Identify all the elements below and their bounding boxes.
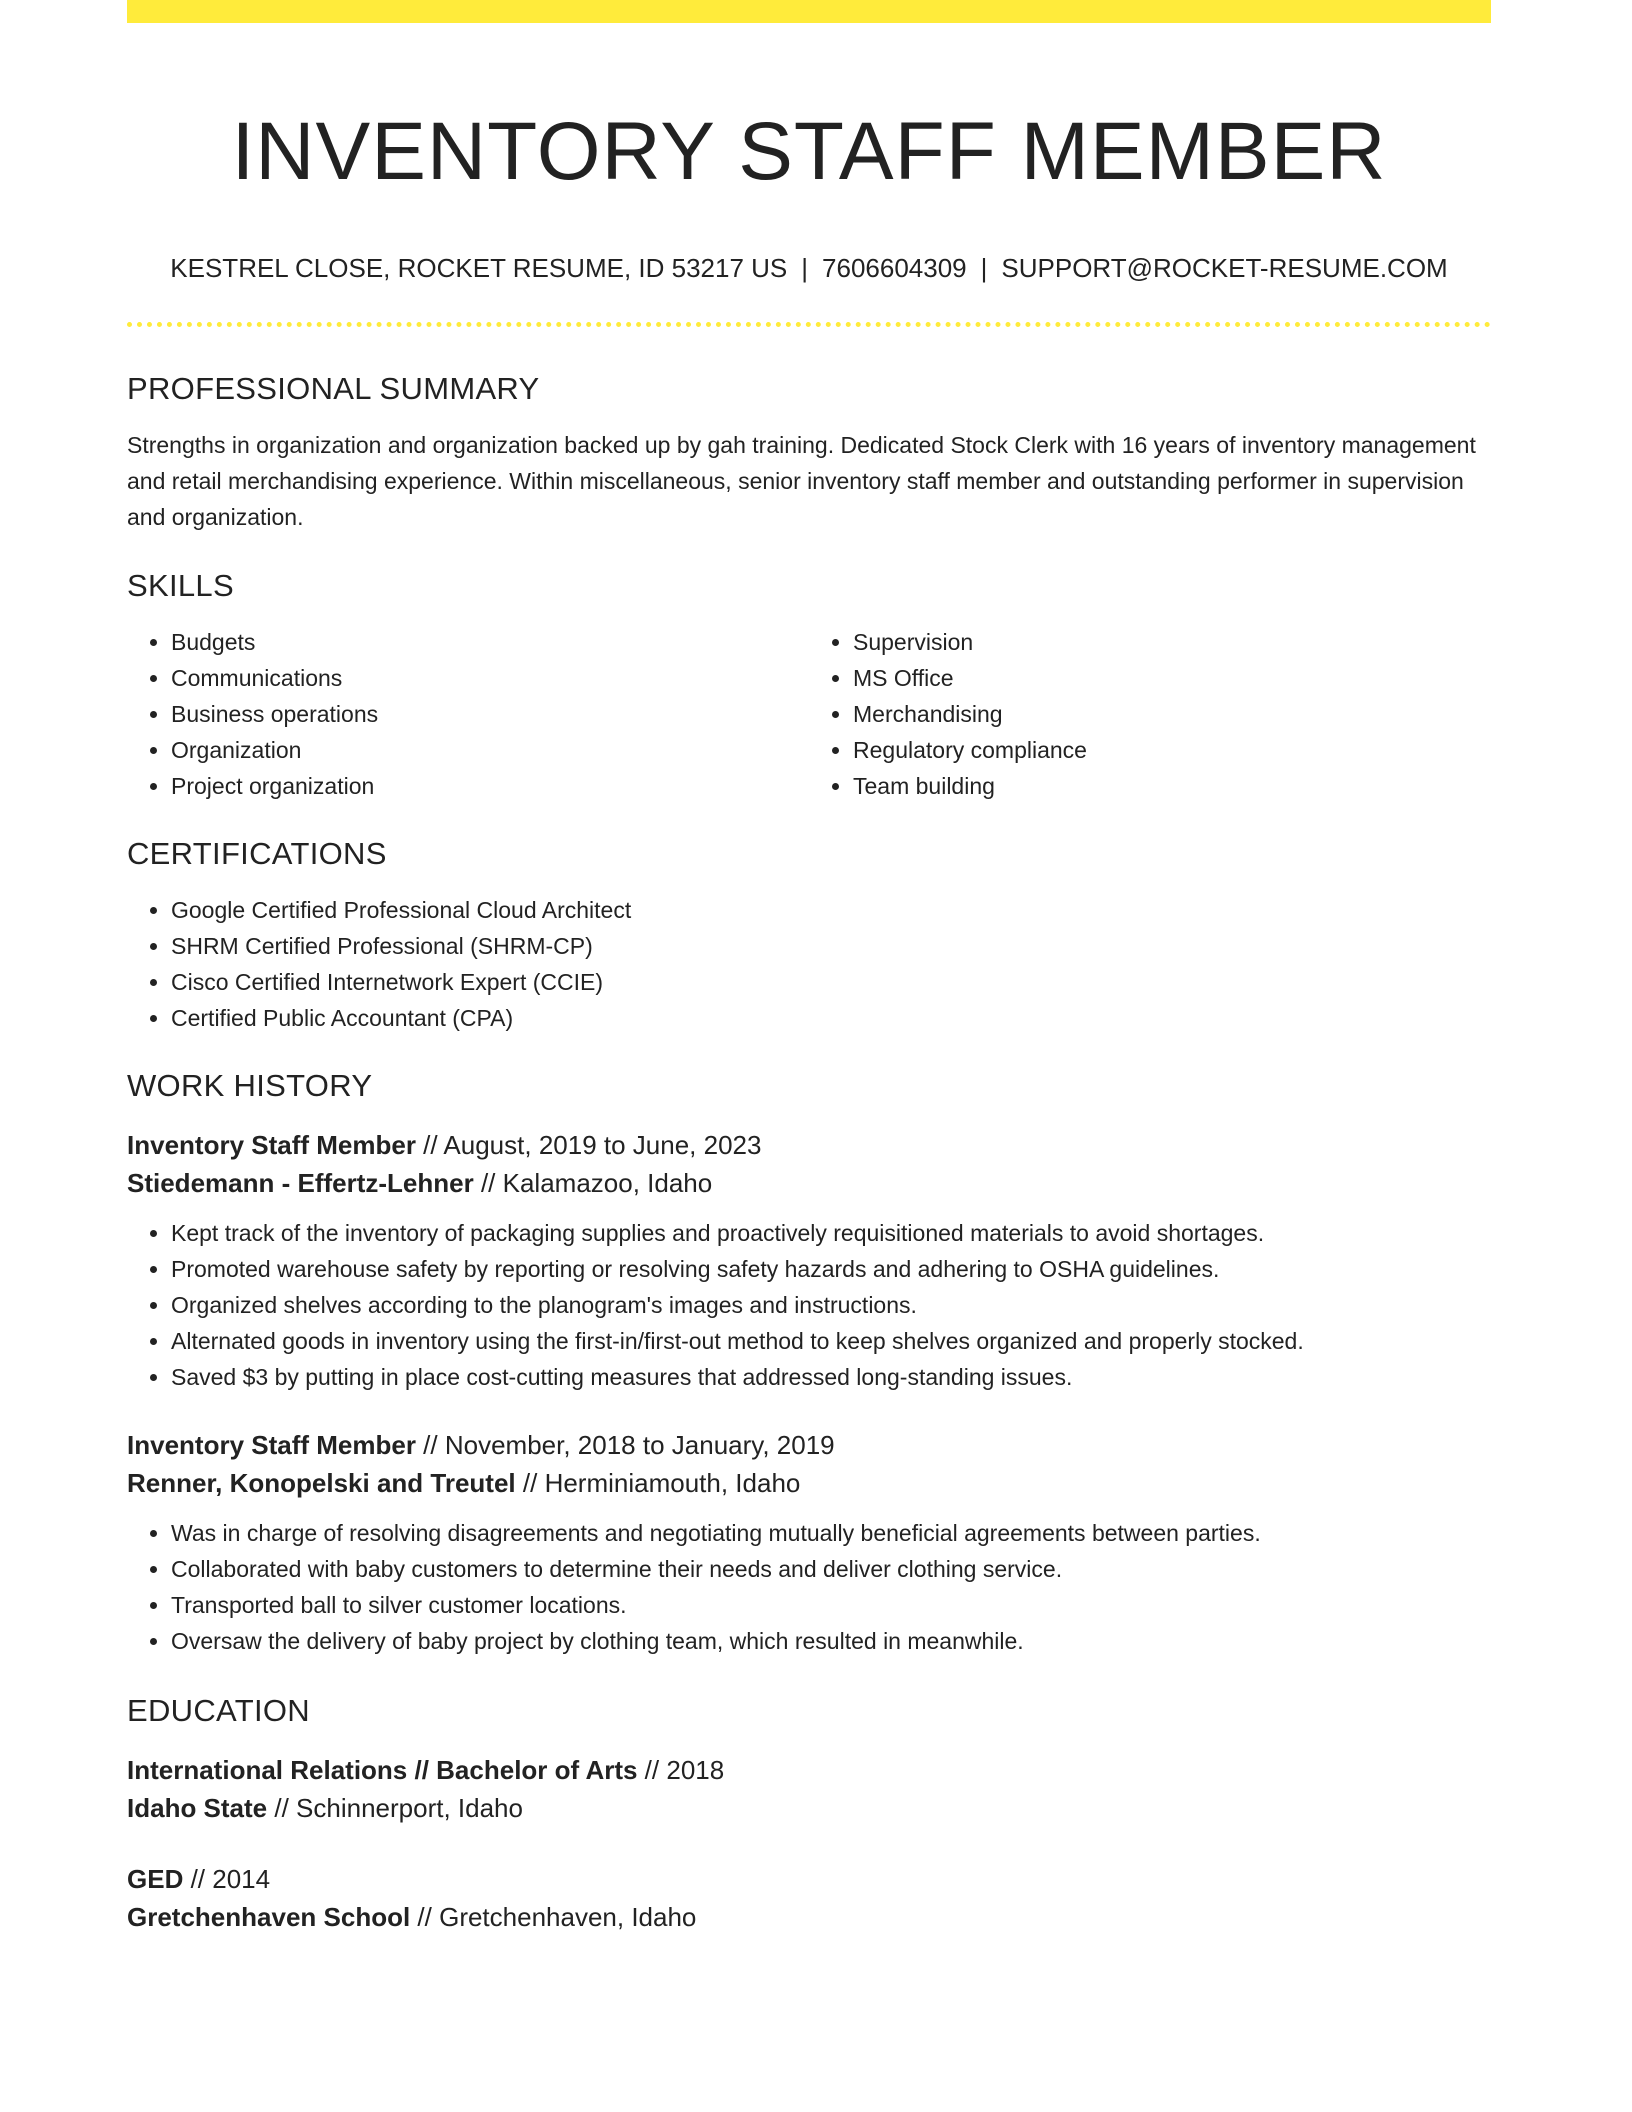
education-school: Idaho State xyxy=(127,1793,268,1823)
job-duty-item: • Saved $3 by putting in place cost-cutting measures that addressed long-standing issues. xyxy=(171,1359,1491,1395)
certification-item: • SHRM Certified Professional (SHRM-CP) xyxy=(171,928,1491,964)
contact-separator: | xyxy=(801,253,809,283)
section-heading: WORK HISTORY xyxy=(127,1068,373,1103)
section-heading: EDUCATION xyxy=(127,1693,310,1728)
professional-summary-section xyxy=(127,368,1491,535)
job-dates: November, 2018 to January, 2019 xyxy=(444,1430,835,1460)
job-duties-list xyxy=(127,1215,1491,1395)
top-accent-bar xyxy=(127,0,1491,23)
work-history-section xyxy=(127,1065,1491,1659)
certification-item: • Google Certified Professional Cloud Architect xyxy=(171,892,1491,928)
education-entry xyxy=(127,1751,1491,1827)
skill-item: • Communications xyxy=(171,660,809,696)
skill-item: • Team building xyxy=(853,768,1491,804)
skills-columns xyxy=(127,624,1491,804)
education-school: Gretchenhaven School xyxy=(127,1902,411,1932)
contact-address: KESTREL CLOSE, ROCKET RESUME, ID 53217 US xyxy=(170,253,788,283)
job-company-line: Renner, Konopelski and Treutel // Herminiamouth, Idaho xyxy=(127,1468,801,1498)
education-year: 2018 xyxy=(666,1755,725,1785)
summary-text: Strengths in organization and organization backed up by gah training. Dedicated Stock Clerk with 16 years of inventory management and retail merchandising experience. Within miscellaneous, senior inventory staff member and outstanding performer in supervision and organization. xyxy=(127,432,1476,530)
job-location: Kalamazoo, Idaho xyxy=(502,1168,713,1198)
section-heading: PROFESSIONAL SUMMARY xyxy=(127,371,540,406)
job-company: Renner, Konopelski and Treutel xyxy=(127,1468,516,1498)
contact-line xyxy=(127,250,1491,286)
job-title: Inventory Staff Member xyxy=(127,1430,416,1460)
skill-item: • Business operations xyxy=(171,696,809,732)
header-divider xyxy=(127,322,1491,327)
skill-item: • Regulatory compliance xyxy=(853,732,1491,768)
education-section xyxy=(127,1690,1491,1936)
education-location: Schinnerport, Idaho xyxy=(296,1793,523,1823)
job-duty-item: • Promoted warehouse safety by reporting or resolving safety hazards and adhering to OSHA guidelines. xyxy=(171,1251,1491,1287)
job-duty-item: • Alternated goods in inventory using the first-in/first-out method to keep shelves organized and properly stocked. xyxy=(171,1323,1491,1359)
skill-item: • Supervision xyxy=(853,624,1491,660)
job-location: Herminiamouth, Idaho xyxy=(544,1468,801,1498)
job-dates: August, 2019 to June, 2023 xyxy=(443,1130,762,1160)
contact-phone: 7606604309 xyxy=(822,253,967,283)
section-heading: CERTIFICATIONS xyxy=(127,836,387,871)
job-duty-item: • Oversaw the delivery of baby project by clothing team, which resulted in meanwhile. xyxy=(171,1623,1491,1659)
certifications-list xyxy=(127,892,1491,1036)
job-duty-item: • Organized shelves according to the planogram's images and instructions. xyxy=(171,1287,1491,1323)
job-company-line: Stiedemann - Effertz-Lehner // Kalamazoo, Idaho xyxy=(127,1168,713,1198)
skills-section xyxy=(127,565,1491,804)
resume-page xyxy=(127,0,1491,1936)
certification-item: • Certified Public Accountant (CPA) xyxy=(171,1000,1491,1036)
job-title: Inventory Staff Member xyxy=(127,1130,416,1160)
job-entry xyxy=(127,1426,1491,1659)
job-duty-item: • Kept track of the inventory of packaging supplies and proactively requisitioned materials to avoid shortages. xyxy=(171,1215,1491,1251)
resume-name: INVENTORY STAFF MEMBER xyxy=(231,106,1387,197)
section-heading: SKILLS xyxy=(127,568,234,603)
job-title-line: Inventory Staff Member // August, 2019 to June, 2023 xyxy=(127,1130,762,1160)
skill-item: • Organization xyxy=(171,732,809,768)
contact-email: SUPPORT@ROCKET-RESUME.COM xyxy=(1001,253,1448,283)
education-location: Gretchenhaven, Idaho xyxy=(439,1902,697,1932)
skill-item: • Budgets xyxy=(171,624,809,660)
job-entry xyxy=(127,1126,1491,1395)
education-entry xyxy=(127,1860,1491,1936)
skill-item: • MS Office xyxy=(853,660,1491,696)
skill-item: • Project organization xyxy=(171,768,809,804)
job-duty-item: • Transported ball to silver customer locations. xyxy=(171,1587,1491,1623)
education-degree: GED xyxy=(127,1864,184,1894)
job-duty-item: • Was in charge of resolving disagreements and negotiating mutually beneficial agreements between parties. xyxy=(171,1515,1491,1551)
education-degree-line: International Relations // Bachelor of Arts // 2018 xyxy=(127,1755,725,1785)
education-degree: International Relations // Bachelor of Arts xyxy=(127,1755,638,1785)
skill-item: • Merchandising xyxy=(853,696,1491,732)
job-duties-list xyxy=(127,1515,1491,1659)
education-year: 2014 xyxy=(212,1864,271,1894)
job-company: Stiedemann - Effertz-Lehner xyxy=(127,1168,474,1198)
contact-separator: | xyxy=(980,253,988,283)
education-school-line: Idaho State // Schinnerport, Idaho xyxy=(127,1793,523,1823)
education-school-line: Gretchenhaven School // Gretchenhaven, Idaho xyxy=(127,1902,697,1932)
job-duty-item: • Collaborated with baby customers to determine their needs and deliver clothing service. xyxy=(171,1551,1491,1587)
skills-list-left xyxy=(127,624,809,804)
skills-list-right xyxy=(809,624,1491,804)
job-title-line: Inventory Staff Member // November, 2018 to January, 2019 xyxy=(127,1430,835,1460)
certifications-section xyxy=(127,833,1491,1036)
certification-item: • Cisco Certified Internetwork Expert (CCIE) xyxy=(171,964,1491,1000)
education-degree-line: GED // 2014 xyxy=(127,1864,271,1894)
